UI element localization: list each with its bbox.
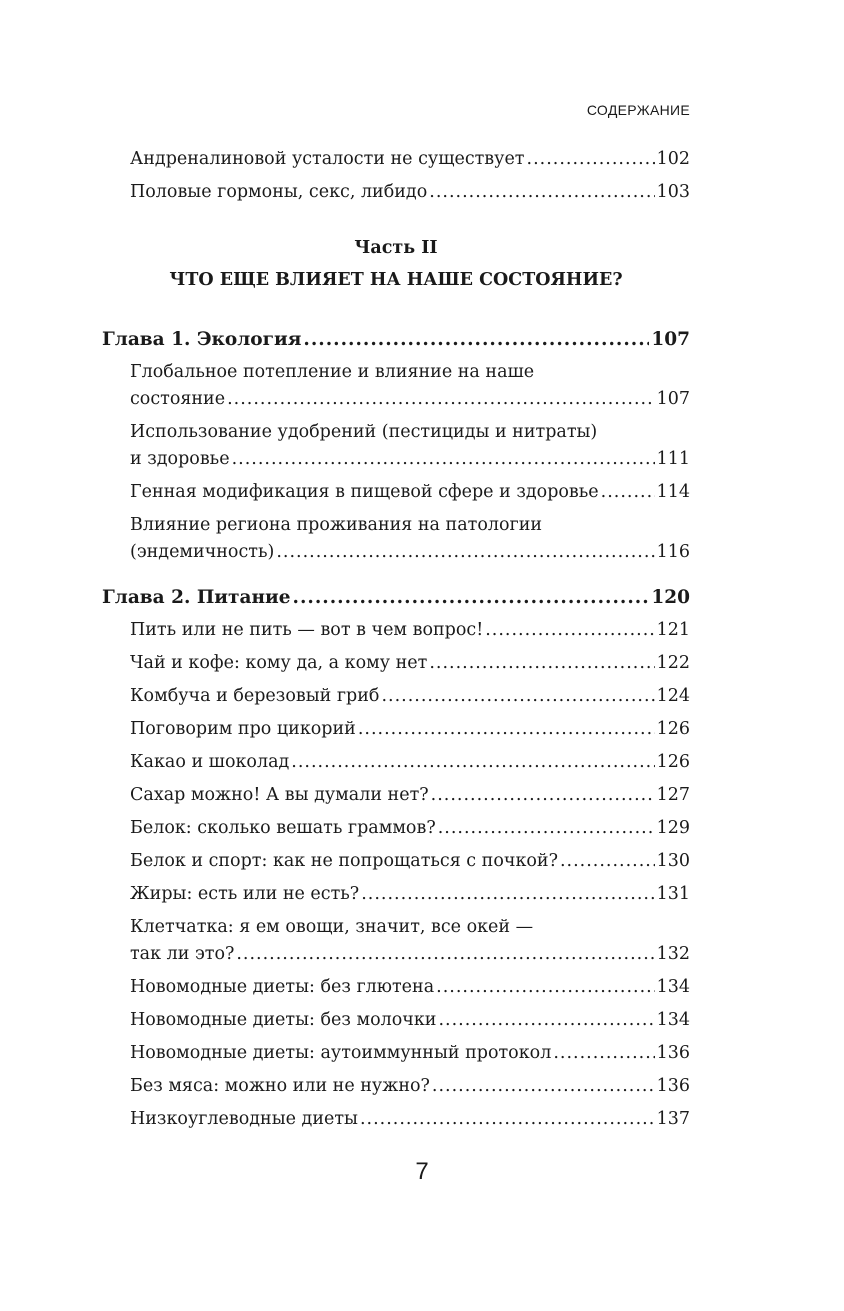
dot-leader <box>303 326 649 353</box>
toc-entry <box>102 617 690 644</box>
dot-leader <box>232 446 655 473</box>
toc-entry-page: 129 <box>656 818 690 838</box>
toc-entry-page: 103 <box>656 182 690 202</box>
dot-leader <box>485 617 654 644</box>
toc-entry-page: 126 <box>656 719 690 739</box>
part-heading <box>102 232 690 296</box>
dot-leader <box>358 716 655 743</box>
toc-entry <box>102 1007 690 1034</box>
toc-entry-title-line1: Использование удобрений (пестициды и нитраты) <box>130 422 598 442</box>
toc-entry <box>102 146 690 173</box>
dot-leader <box>236 941 654 968</box>
dot-leader <box>291 749 654 776</box>
toc-entry-title: Новомодные диеты: без молочки <box>130 1010 437 1030</box>
dot-leader <box>432 1073 655 1100</box>
dot-leader <box>381 683 654 710</box>
toc-entry <box>102 974 690 1001</box>
dot-leader <box>293 584 650 611</box>
dot-leader <box>436 974 654 1001</box>
chapter-page: 107 <box>651 329 690 350</box>
toc-entry-title: Пить или не пить — вот в чем вопрос! <box>130 620 484 640</box>
toc-entry-page: 122 <box>656 653 690 673</box>
toc-entry <box>102 914 690 968</box>
toc-entry <box>102 881 690 908</box>
toc-entry-page: 107 <box>656 389 690 409</box>
toc-entry-title: Низкоуглеводные диеты <box>130 1109 358 1129</box>
dot-leader <box>276 539 654 566</box>
toc-entry-page: 131 <box>656 884 690 904</box>
toc-entry-page: 130 <box>656 851 690 871</box>
dot-leader <box>429 650 654 677</box>
toc-entry <box>102 479 690 506</box>
toc-entry <box>102 749 690 776</box>
toc-entry <box>102 650 690 677</box>
dot-leader <box>429 179 654 206</box>
chapter-title: Глава 2. Питание <box>102 587 291 608</box>
toc-entry-page: 116 <box>656 542 690 562</box>
dot-leader <box>601 479 655 506</box>
toc-entry-page: 114 <box>656 482 690 502</box>
dot-leader <box>360 1106 655 1133</box>
toc-entry <box>102 1106 690 1133</box>
toc-entry-page: 134 <box>656 1010 690 1030</box>
toc-entry-page: 102 <box>656 149 690 169</box>
toc-entry <box>102 815 690 842</box>
toc-entry-page: 111 <box>656 449 690 469</box>
toc-entry-title-line2: (эндемичность) <box>130 542 275 562</box>
toc-entry <box>102 419 690 473</box>
table-of-contents <box>102 146 690 1139</box>
toc-entry-title: Андреналиновой усталости не существует <box>130 149 525 169</box>
chapter-page: 120 <box>651 587 690 608</box>
toc-entry-title: Новомодные диеты: аутоиммунный протокол <box>130 1043 552 1063</box>
dot-leader <box>361 881 654 908</box>
chapter-heading <box>102 584 690 611</box>
toc-entry-title-line2: так ли это? <box>130 944 235 964</box>
toc-entry <box>102 716 690 743</box>
part-title: ЧТО ЕЩЕ ВЛИЯЕТ НА НАШЕ СОСТОЯНИЕ? <box>169 270 623 290</box>
dot-leader <box>560 848 655 875</box>
toc-entry-page: 127 <box>656 785 690 805</box>
toc-entry <box>102 683 690 710</box>
toc-entry-title: Новомодные диеты: без глютена <box>130 977 435 997</box>
dot-leader <box>553 1040 654 1067</box>
toc-entry-page: 121 <box>656 620 690 640</box>
toc-entry-title-line2: состояние <box>130 389 226 409</box>
toc-entry-title-line2: и здоровье <box>130 449 230 469</box>
toc-entry-page: 136 <box>656 1076 690 1096</box>
toc-entry-page: 137 <box>656 1109 690 1129</box>
toc-entry <box>102 848 690 875</box>
toc-entry-title: Жиры: есть или не есть? <box>130 884 360 904</box>
toc-entry-title: Какао и шоколад <box>130 752 290 772</box>
running-header: СОДЕРЖАНИЕ <box>586 102 690 118</box>
toc-entry-title: Чай и кофе: кому да, а кому нет <box>130 653 428 673</box>
toc-entry-title: Комбуча и березовый гриб <box>130 686 380 706</box>
dot-leader <box>431 782 655 809</box>
part-label: Часть II <box>354 238 438 258</box>
toc-entry-title: Без мяса: можно или не нужно? <box>130 1076 430 1096</box>
toc-entry <box>102 512 690 566</box>
toc-entry-title-line1: Клетчатка: я ем овощи, значит, все окей — <box>130 917 534 937</box>
toc-entry-page: 126 <box>656 752 690 772</box>
dot-leader <box>438 815 655 842</box>
toc-entry-page: 134 <box>656 977 690 997</box>
toc-entry-page: 136 <box>656 1043 690 1063</box>
chapter-title: Глава 1. Экология <box>102 329 302 350</box>
toc-entry-title-line1: Влияние региона проживания на патологии <box>130 515 543 535</box>
toc-entry-title: Белок: сколько вешать граммов? <box>130 818 436 838</box>
toc-entry <box>102 1040 690 1067</box>
dot-leader <box>227 386 655 413</box>
toc-entry-title: Белок и спорт: как не попрощаться с почкой? <box>130 851 558 871</box>
toc-entry <box>102 179 690 206</box>
toc-entry-title: Поговорим про цикорий <box>130 719 356 739</box>
chapter-heading <box>102 326 690 353</box>
toc-entry <box>102 1073 690 1100</box>
toc-entry-title-line1: Глобальное потепление и влияние на наше <box>130 362 535 382</box>
toc-entry-page: 124 <box>656 686 690 706</box>
toc-entry-title: Генная модификация в пищевой сфере и здоровье <box>130 482 599 502</box>
dot-leader <box>438 1007 654 1034</box>
page-number: 7 <box>415 1158 429 1185</box>
toc-entry-title: Сахар можно! А вы думали нет? <box>130 785 429 805</box>
toc-entry-title: Половые гормоны, секс, либидо <box>130 182 428 202</box>
toc-entry <box>102 782 690 809</box>
dot-leader <box>527 146 655 173</box>
toc-entry-page: 132 <box>656 944 690 964</box>
toc-entry <box>102 359 690 413</box>
